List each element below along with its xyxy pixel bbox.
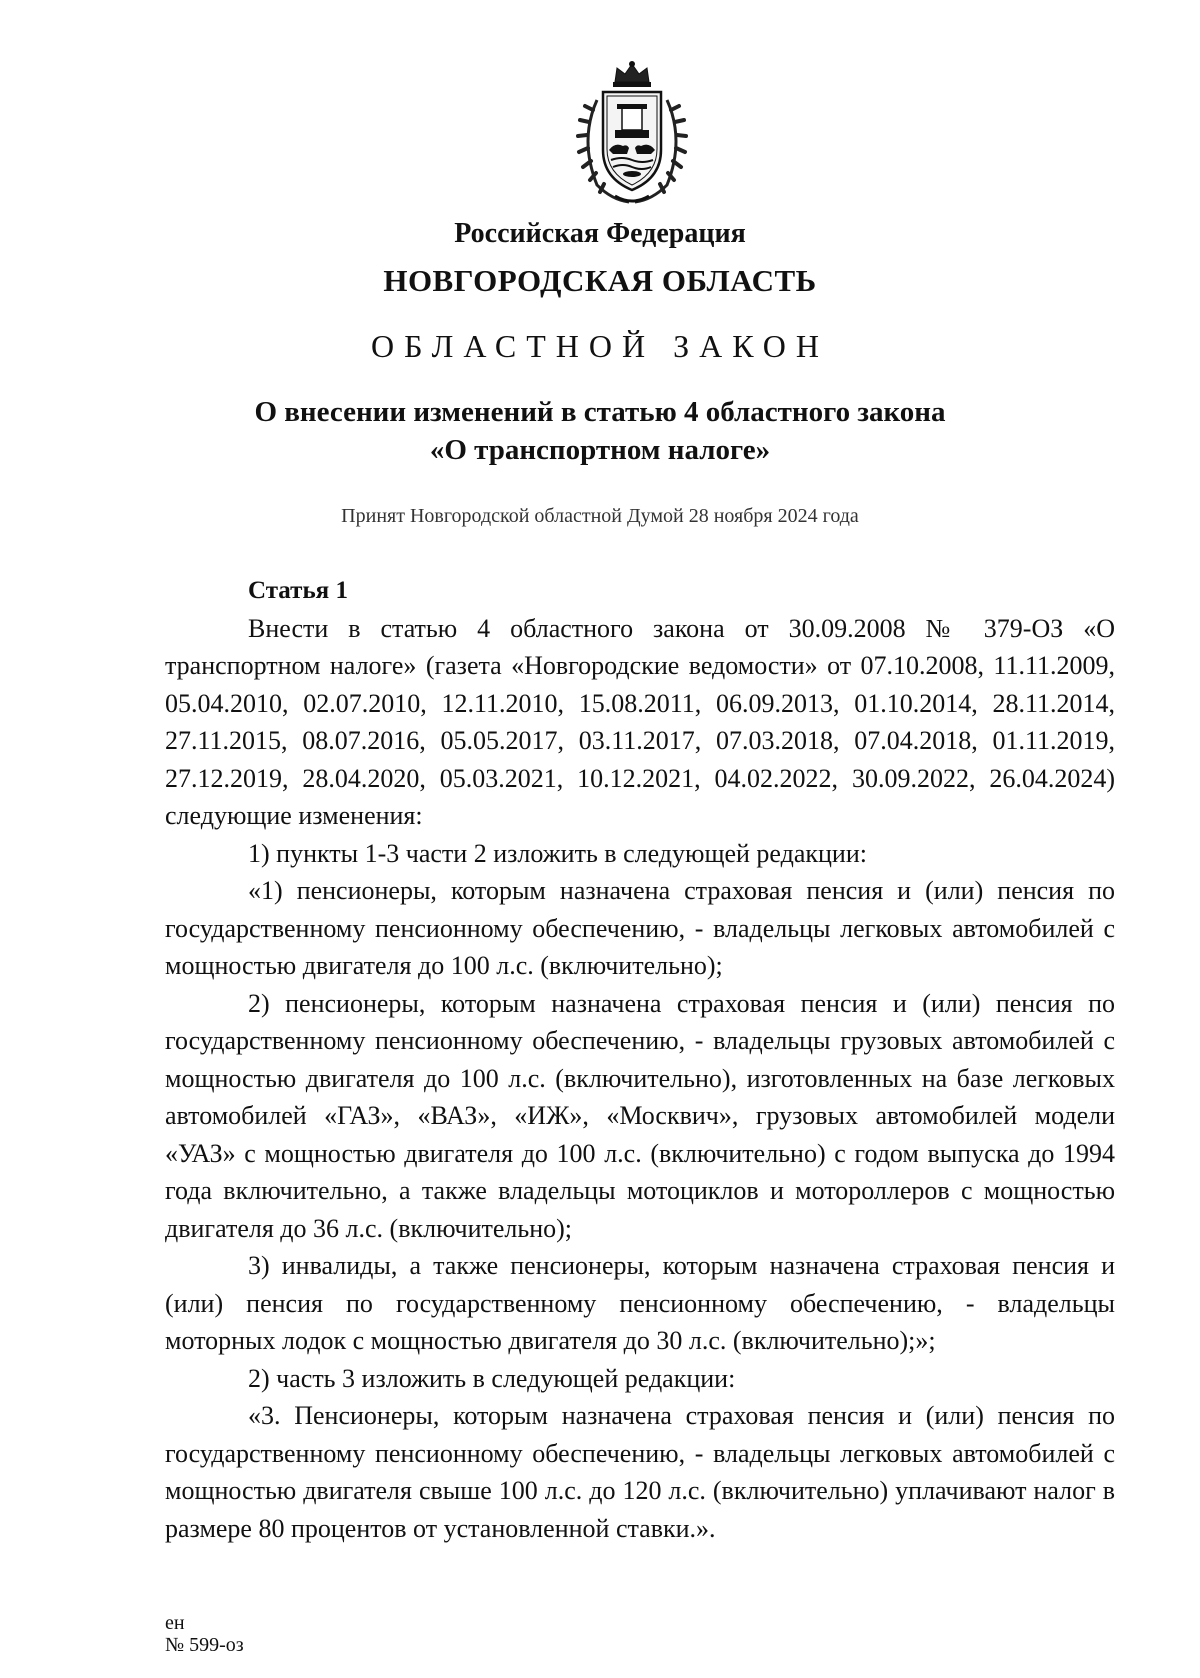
article-paragraph: 3) инвалиды, а также пенсионеры, которым назначена страховая пенсия и (или) пенсия по государственному пенсионному обеспечению, - владельцы моторных лодок с мощностью двигателя до 30 л.с. (включительно);»; — [165, 1251, 1115, 1355]
article-paragraph: 2) часть 3 изложить в следующей редакции: — [248, 1363, 736, 1393]
article-paragraph: «3. Пенсионеры, которым назначена страховая пенсия и (или) пенсия по государственному пенсионному обеспечению, - владельцы легковых автомобилей с мощностью двигателя свыше 100 л.с. до 120 л.с. (включительно) уплачивают налог в размере 80 процентов от установленной ставки.». — [165, 1401, 1115, 1543]
article-paragraph: Внести в статью 4 областного закона от 30.09.2008 № 379-ОЗ «О транспортном налоге» (газета «Новгородские ведомости» от 07.10.2008, 11.11.2009, 05.04.2010, 02.07.2010, 12.11.2010, 15.08.2011, 06.09.2013, 01.10.2014, 28.11.2014, 27.11.2015, 08.07.2016, 05.05.2017, 03.11.2017, 07.03.2018, 07.04.2018, 01.11.2019, 27.12.2019, 28.04.2020, 05.03.2021, 10.12.2021, 04.02.2022, 30.09.2022, 26.04.2024) следующие изменения: — [165, 613, 1115, 830]
article-body — [165, 572, 1115, 1547]
adoption-note: Принят Новгородской областной Думой 28 ноября 2024 года — [341, 505, 859, 527]
document-footer — [165, 1612, 244, 1656]
article-heading: Статья 1 — [248, 577, 348, 604]
coat-of-arms-icon — [567, 60, 697, 210]
article-paragraph: «1) пенсионеры, которым назначена страховая пенсия и (или) пенсия по государственному пенсионному обеспечению, - владельцы легковых автомобилей с мощностью двигателя до 100 л.с. (включительно); — [165, 876, 1115, 980]
law-title — [0, 393, 1200, 469]
country-name: Российская Федерация — [454, 218, 746, 249]
document-type: ОБЛАСТНОЙ ЗАКОН — [370, 328, 830, 364]
law-number: № 599-оз — [165, 1634, 244, 1656]
law-title-line-1: О внесении изменений в статью 4 областного закона — [254, 396, 946, 428]
law-title-line-2: «О транспортном налоге» — [429, 434, 771, 466]
article-paragraph: 1) пункты 1-3 части 2 изложить в следующей редакции: — [248, 838, 867, 868]
article-paragraph: 2) пенсионеры, которым назначена страховая пенсия и (или) пенсия по государственному пенсионному обеспечению, - владельцы грузовых автомобилей с мощностью двигателя до 100 л.с. (включительно), изготовленных на базе легковых автомобилей «ГАЗ», «ВАЗ», «ИЖ», «Москвич», грузовых автомобилей модели «УАЗ» с мощностью двигателя до 100 л.с. (включительно) с годом выпуска до 1994 года включительно, а также владельцы мотоциклов и мотороллеров с мощностью двигателя до 36 л.с. (включительно); — [165, 988, 1115, 1243]
footer-initials: ен — [165, 1612, 185, 1634]
region-name: НОВГОРОДСКАЯ ОБЛАСТЬ — [383, 263, 817, 298]
